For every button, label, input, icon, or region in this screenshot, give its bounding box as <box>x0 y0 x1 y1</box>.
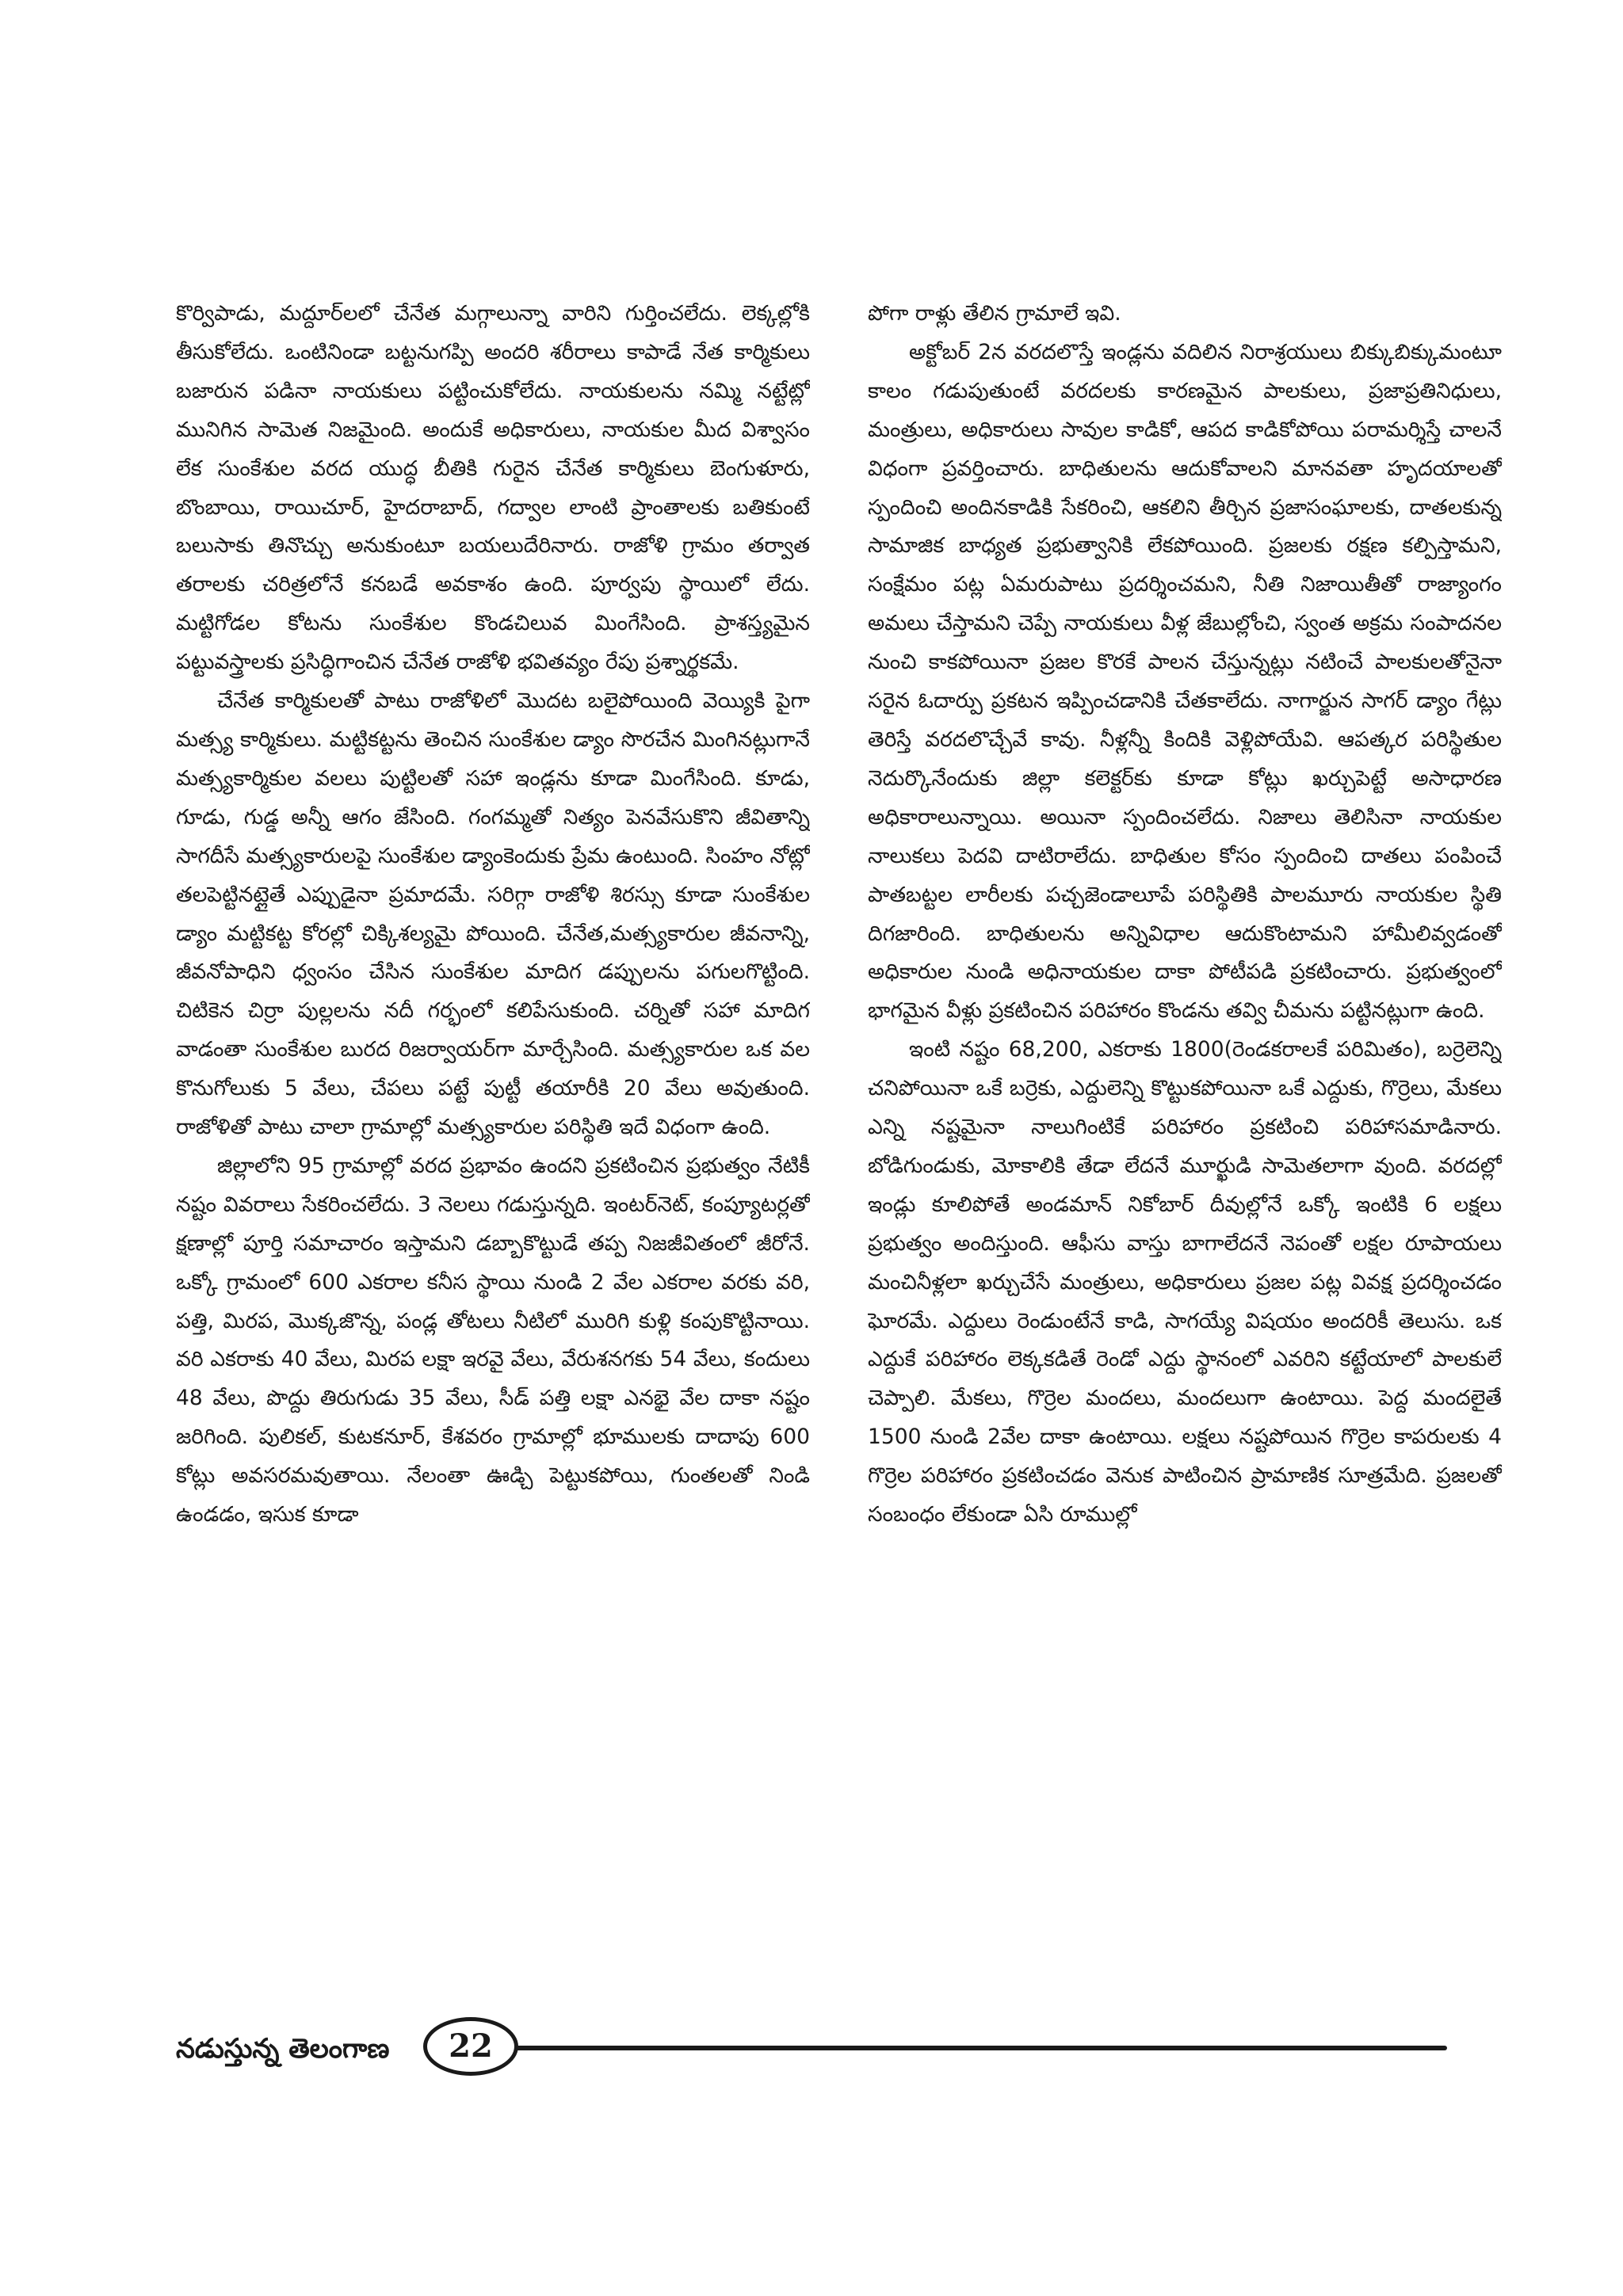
paragraph: ఇంటి నష్టం 68,200, ఎకరాకు 1800(రెండకరాలకే పరిమితం), బర్రెలెన్ని చనిపోయినా ఒకే బర్రెకు, ఎద్దులెన్ని కొట్టుకపోయినా ఒకే ఎద్దుకు, గొర్రెలు, మేకలు ఎన్ని నష్టమైనా నాలుగింటికే పరిహారం ప్రకటించి పరిహాసమాడినారు. బోడిగుండుకు, మోకాలికి తేడా లేదనే మూర్ఖుడి సామెతలాగా వుంది. వరదల్లో ఇండ్లు కూలిపోతే అండమాన్ నికోబార్ దీవుల్లోనే ఒక్కో ఇంటికి 6 లక్షలు ప్రభుత్వం అందిస్తుంది. ఆఫీసు వాస్తు బాగాలేదనే నెపంతో లక్షల రూపాయలు మంచినీళ్లలా ఖర్చుచేసే మంత్రులు, అధికారులు ప్రజల పట్ల వివక్ష ప్రదర్శించడం ఘోరమే. ఎద్దులు రెండుంటేనే కాడి, సాగయ్యే విషయం అందరికీ తెలుసు. ఒక ఎద్దుకే పరిహారం లెక్కకడితే రెండో ఎద్దు స్థానంలో ఎవరిని కట్టేయాలో పాలకులే చెప్పాలి. మేకలు, గొర్రెల మందలు, మందలుగా ఉంటాయి. పెద్ద మందలైతే 1500 నుండి 2వేల దాకా ఉంటాయి. లక్షలు నష్టపోయిన గొర్రెల కాపరులకు 4 గొర్రెల పరిహారం ప్రకటించడం వెనుక పాటించిన ప్రామాణిక సూత్రమేది. ప్రజలతో సంబంధం లేకుండా ఏసి రూముల్లో <box>868 1037 1502 1527</box>
right-column <box>868 295 1502 2006</box>
publication-title: నడుస్తున్న తెలంగాణ <box>176 2033 390 2065</box>
page-number-badge <box>423 2017 518 2076</box>
left-column <box>176 295 810 2006</box>
footer-rule <box>509 2046 1447 2050</box>
paragraph: చేనేత కార్మికులతో పాటు రాజోళిలో మొదట బలైపోయింది వెయ్యికి పైగా మత్స్య కార్మికులు. మట్టికట్టను తెంచిన సుంకేశుల డ్యాం సొరచేన మింగినట్లుగానే మత్స్యకార్మికుల వలలు పుట్టిలతో సహా ఇండ్లను కూడా మింగేసింది. కూడు, గూడు, గుడ్డ అన్నీ ఆగం జేసింది. గంగమ్మతో నిత్యం పెనవేసుకొని జీవితాన్ని సాగదీసే మత్స్యకారులపై సుంకేశుల డ్యాంకెందుకు ప్రేమ ఉంటుంది. సింహం నోట్లో తలపెట్టినట్లైతే ఎప్పుడైనా ప్రమాదమే. సరిగ్గా రాజోళి శిరస్సు కూడా సుంకేశుల డ్యాం మట్టికట్ట కోరల్లో చిక్కిశల్యమై పోయింది. చేనేత,మత్స్యకారుల జీవనాన్ని, జీవనోపాధిని ధ్వంసం చేసిన సుంకేశుల మాదిగ డప్పులను పగులగొట్టింది. చిటికెన చిర్రా పుల్లలను నదీ గర్భంలో కలిపేసుకుంది. చర్నితో సహా మాదిగ వాడంతా సుంకేశుల బురద రిజర్వాయర్‌గా మార్చేసింది. మత్స్యకారుల ఒక వల కొనుగోలుకు 5 వేలు, చేపలు పట్టే పుట్టీ తయారీకి 20 వేలు అవుతుంది. రాజోళితో పాటు చాలా గ్రామాల్లో మత్స్యకారుల పరిస్థితి ఇదే విధంగా ఉంది. <box>176 688 810 1140</box>
paragraph: జిల్లాలోని 95 గ్రామాల్లో వరద ప్రభావం ఉందని ప్రకటించిన ప్రభుత్వం నేటికీ నష్టం వివరాలు సేకరించలేదు. 3 నెలలు గడుస్తున్నది. ఇంటర్‌నెట్, కంప్యూటర్లతో క్షణాల్లో పూర్తి సమాచారం ఇస్తామని డబ్బాకొట్టుడే తప్ప నిజజీవితంలో జీరోనే. ఒక్కో గ్రామంలో 600 ఎకరాల కనీస స్థాయి నుండి 2 వేల ఎకరాల వరకు వరి, పత్తి, మిరప, మొక్కజొన్న, పండ్ల తోటలు నీటిలో మురిగి కుళ్లి కంపుకొట్టినాయి. వరి ఎకరాకు 40 వేలు, మిరప లక్షా ఇరవై వేలు, వేరుశనగకు 54 వేలు, కందులు 48 వేలు, పొద్దు తిరుగుడు 35 వేలు, సీడ్ పత్తి లక్షా ఎనభై వేల దాకా నష్టం జరిగింది. పులికల్, కుటకనూర్, కేశవరం గ్రామాల్లో భూములకు దాదాపు 600 కోట్లు అవసరమవుతాయి. నేలంతా ఊడ్చి పెట్టుకపోయి, గుంతలతో నిండి ఉండడం, ఇసుక కూడా <box>176 1153 810 1527</box>
page-footer <box>176 2017 1447 2088</box>
page-number: 22 <box>449 2027 493 2065</box>
paragraph: అక్టోబర్ 2న వరదలొస్తే ఇండ్లను వదిలిన నిరాశ్రయులు బిక్కుబిక్కుమంటూ కాలం గడుపుతుంటే వరదలకు కారణమైన పాలకులు, ప్రజాప్రతినిధులు, మంత్రులు, అధికారులు సావుల కాడికో, ఆపద కాడికోపోయి పరామర్శిస్తే చాలనే విధంగా ప్రవర్తించారు. బాధితులను ఆదుకోవాలని మానవతా హృదయాలతో స్పందించి అందినకాడికి సేకరించి, ఆకలిని తీర్చిన ప్రజాసంఘాలకు, దాతలకున్న సామాజిక బాధ్యత ప్రభుత్వానికి లేకపోయింది. ప్రజలకు రక్షణ కల్పిస్తామని, సంక్షేమం పట్ల ఏమరుపాటు ప్రదర్శించమని, నీతి నిజాయితీతో రాజ్యాంగం అమలు చేస్తామని చెప్పే నాయకులు వీళ్ల జేబుల్లోంచి, స్వంత అక్రమ సంపాదనల నుంచి కాకపోయినా ప్రజల కొరకే పాలన చేస్తున్నట్లు నటించే పాలకులతోనైనా సరైన ఓదార్పు ప్రకటన ఇప్పించడానికి చేతకాలేదు. నాగార్జున సాగర్ డ్యాం గేట్లు తెరిస్తే వరదలొచ్చేవే కావు. నీళ్లన్నీ కిందికి వెళ్లిపోయేవి. ఆపత్కర పరిస్థితుల నెదుర్కొనేందుకు జిల్లా కలెక్టర్‌కు కూడా కోట్లు ఖర్చుపెట్టే అసాధారణ అధికారాలున్నాయి. అయినా స్పందించలేదు. నిజాలు తెలిసినా నాయకుల నాలుకలు పెదవి దాటిరాలేదు. బాధితుల కోసం స్పందించి దాతలు పంపించే పాతబట్టల లారీలకు పచ్చజెండాలూపే పరిస్థితికి పాలమూరు నాయకుల స్థితి దిగజారింది. బాధితులను అన్నివిధాల ఆదుకొంటామని హామీలివ్వడంతో అధికారుల నుండి అధినాయకుల దాకా పోటీపడి ప్రకటించారు. ప్రభుత్వంలో భాగమైన వీళ్లు ప్రకటించిన పరిహారం కొండను తవ్వి చీమను పట్టినట్లుగా ఉంది. <box>868 339 1502 1024</box>
paragraph: పోగా రాళ్లు తేలిన గ్రామాలే ఇవి. <box>868 301 1121 326</box>
paragraph: కొర్విపాడు, మద్దూర్‌లలో చేనేత మగ్గాలున్నా వారిని గుర్తించలేదు. లెక్కల్లోకి తీసుకోలేదు. ఒంటినిండా బట్టనుగప్పి అందరి శరీరాలు కాపాడే నేత కార్మికులు బజారున పడినా నాయకులు పట్టించుకోలేదు. నాయకులను నమ్మి నట్టేట్లో మునిగిన సామెత నిజమైంది. అందుకే అధికారులు, నాయకుల మీద విశ్వాసం లేక సుంకేశుల వరద యుద్ధ బీతికి గురైన చేనేత కార్మికులు బెంగుళూరు, బొంబాయి, రాయిచూర్, హైదరాబాద్, గద్వాల లాంటి ప్రాంతాలకు బతికుంటే బలుసాకు తినొచ్చు అనుకుంటూ బయలుదేరినారు. రాజోళి గ్రామం తర్వాత తరాలకు చరిత్రలోనే కనబడే అవకాశం ఉంది. పూర్వపు స్థాయిలో లేదు. మట్టిగోడల కోటను సుంకేశుల కొండచిలువ మింగేసింది. ప్రాశస్త్యమైన పట్టువస్త్రాలకు ప్రసిద్ధిగాంచిన చేనేత రాజోళి భవితవ్యం రేపు ప్రశ్నార్థకమే. <box>176 301 810 675</box>
